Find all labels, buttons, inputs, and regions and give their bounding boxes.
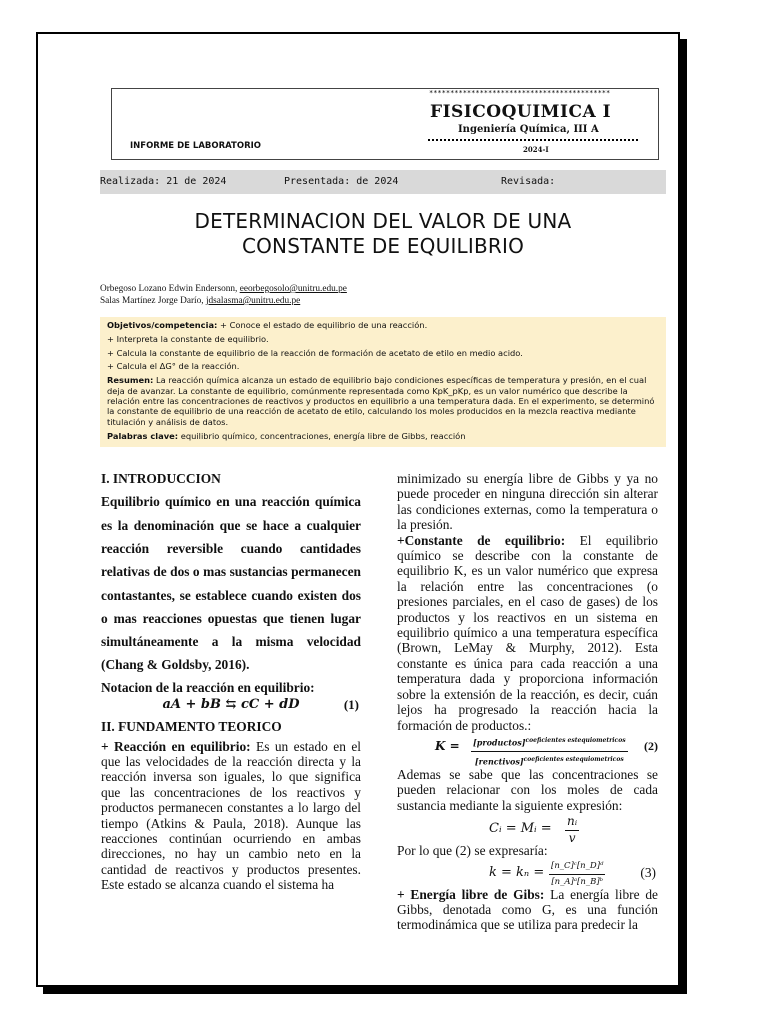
header-stars: ******************************************* — [429, 89, 611, 97]
summary-text: La reacción química alcanza un estado de equilibrio bajo condiciones específicas de temperatura y presión, en el cual deja de avanzar. La constante de equilibrio, comúnmente representada como KpK_pKp, es un valor numérico que describe la relación entre las concentraciones de reactivos y productos en equilibrio a una temperatura dada. En el experimento, se determinó la constante de equilibrio de una reacción de acetato de etilo, calculando los moles producidos en la mezcla reactiva mediante titulación y análisis de datos. — [107, 375, 655, 427]
continuation-paragraph: minimizado su energía libre de Gibbs y ya no puede proceder en ninguna dirección sin alterar las condiciones externas, como la temperatura o la presión. — [397, 471, 658, 533]
author-1 — [100, 283, 347, 295]
objective-3: + Calcula la constante de equilibrio de la reacción de formación de acetato de etilo en medio acido. — [107, 347, 523, 358]
author-2-name: Salas Martínez Jorge Darío, — [100, 296, 206, 306]
eq2-den-exp: coeficientes estequiometricos — [523, 755, 624, 763]
keywords-label: Palabras clave: — [107, 430, 179, 441]
equation-3 — [397, 859, 658, 887]
constant-paragraph — [397, 533, 658, 733]
realizada-date: Realizada: 21 de 2024 — [100, 176, 227, 187]
author-2-email-link[interactable]: jdsalasma@unitru.edu.pe — [205, 296, 301, 306]
left-column — [101, 469, 361, 893]
eq2-den-text: [renctivos] — [474, 756, 524, 767]
program-label: Ingeniería Química, III A — [458, 124, 599, 135]
reaction-equilibrium-paragraph — [101, 739, 361, 893]
equation-2 — [397, 733, 658, 767]
equation-2-lhs: K = — [435, 738, 460, 753]
title-line-2: CONSTANTE DE EQUILIBRIO — [241, 234, 525, 258]
author-1-email-link[interactable]: eeorbegosolo@unitru.edu.pe — [239, 284, 347, 294]
report-label: INFORME DE LABORATORIO — [130, 141, 262, 151]
course-title: FISICOQUIMICA I — [430, 102, 612, 122]
equation-2-number: (2) — [644, 738, 658, 753]
author-2 — [100, 295, 347, 307]
therefore-line: Por lo que (2) se expresaría: — [397, 843, 548, 859]
constant-text: El equilibrio químico se describe con la constante de equilibrio K, es un valor numérico que expresa la relación entre las concentraciones (o presiones parciales, en el caso de gases) de los productos y los reactivos en un sistema en equilibrio químico a una temperatura específica (Brown, LeMay & Murphy, 2012). Esta constante es única para cada reacción a una temperatura dada y proporciona información sobre la extensión de la reacción, es decir, cuán lejos ha progresado la reacción hacia la formación de productos.: — [397, 532, 658, 733]
semester-label: 2024-I — [523, 145, 549, 154]
equation-3-numerator: [n_C]ᶜ[n_D]ᵈ — [549, 859, 605, 875]
eq2-num-text: [productos] — [473, 737, 526, 748]
author-list — [100, 283, 347, 307]
equation-1 — [101, 695, 361, 717]
equation-3-lhs: k = kₙ = — [489, 864, 545, 880]
gibbs-paragraph — [397, 887, 658, 933]
section-heading-fundamento: II. FUNDAMENTO TEORICO — [101, 719, 282, 735]
notation-label: Notacion de la reacción en equilibrio: — [101, 679, 315, 695]
summary-paragraph — [107, 375, 658, 427]
objective-1: + Conoce el estado de equilibrio de una reacción. — [217, 320, 428, 330]
reaction-equilibrium-text: Es un estado en el que las velocidades de la reacción directa y la reacción inversa son iguales, lo que significa que las concentraciones de los reactivos y productos permanecen constantes a lo largo del tiempo (Atkins & Paula, 2018). Aunque las reacciones continúan ocurriendo en ambas direcciones, no hay un cambio neto en la cantidad de reactivos y productos presentes. Este estado se alcanza cuando el sistema ha — [101, 738, 362, 893]
equation-3-denominator: [n_A]ᵃ[n_B]ᵇ — [551, 876, 604, 887]
keywords-text: equilibrio químico, concentraciones, energía libre de Gibbs, reacción — [178, 430, 466, 441]
objective-2: + Interpreta la constante de equilibrio. — [107, 333, 269, 344]
summary-label: Resumen: — [107, 375, 154, 386]
title-line-1: DETERMINACION DEL VALOR DE UNA — [194, 209, 572, 233]
keywords-line — [107, 431, 658, 441]
equation-3-number: (3) — [640, 864, 656, 880]
gibbs-text: La energía libre de Gibbs, denotada como G, es una función termodinámica que se utiliza para predecir la — [397, 886, 658, 933]
constant-label: +Constante de equilibrio: — [397, 532, 566, 548]
section-heading-intro: I. INTRODUCCION — [101, 471, 221, 486]
reaction-equilibrium-label: + Reacción en equilibrio: — [101, 738, 251, 754]
equation-3-fraction — [549, 859, 605, 891]
right-column — [397, 471, 658, 933]
concentration-equation — [397, 813, 658, 843]
intro-paragraph: Equilibrio químico en una reacción química es la denominación que se hace a cualquier reacción reversible cuando cantidades relativas de dos o mas sustancias permanecen contastantes, se establece cuando existen dos o mas reacciones opuestas que tienen lugar simultáneamente a la misma velocidad (Chang & Goldsby, 2016). — [101, 494, 361, 673]
concentration-numerator: nᵢ — [565, 814, 579, 830]
equation-2-fraction — [471, 733, 628, 770]
concentration-paragraph: Ademas se sabe que las concentraciones se pueden relacionar con los moles de cada sustancia mediante la siguiente expresión: — [397, 766, 658, 813]
revisada-date: Revisada: — [501, 176, 556, 187]
date-bar — [100, 170, 666, 194]
author-1-name: Orbegoso Lozano Edwin Endersonn, — [100, 284, 240, 294]
eq2-num-exp: coeficientes estequiometricos — [525, 736, 626, 744]
document-title — [100, 209, 666, 259]
equation-2-numerator — [471, 733, 628, 752]
equation-1-text: aA + bB ⇆ cC + dD — [162, 697, 300, 713]
concentration-denominator: v — [568, 830, 576, 845]
gibbs-label: + Energía libre de Gibs: — [397, 886, 545, 902]
objectives-label: Objetivos/competencia: — [107, 320, 218, 330]
concentration-fraction — [565, 814, 579, 846]
header-dotted-divider — [428, 139, 638, 141]
abstract-box — [100, 317, 666, 447]
objective-4: + Calcula el ΔG° de la reacción. — [107, 361, 240, 372]
presentada-date: Presentada: de 2024 — [284, 176, 399, 187]
equation-1-number: (1) — [343, 697, 359, 713]
equation-2-denominator — [471, 752, 628, 770]
objectives-line — [107, 320, 658, 330]
concentration-eq-lhs: Cᵢ = Mᵢ = — [489, 821, 552, 837]
